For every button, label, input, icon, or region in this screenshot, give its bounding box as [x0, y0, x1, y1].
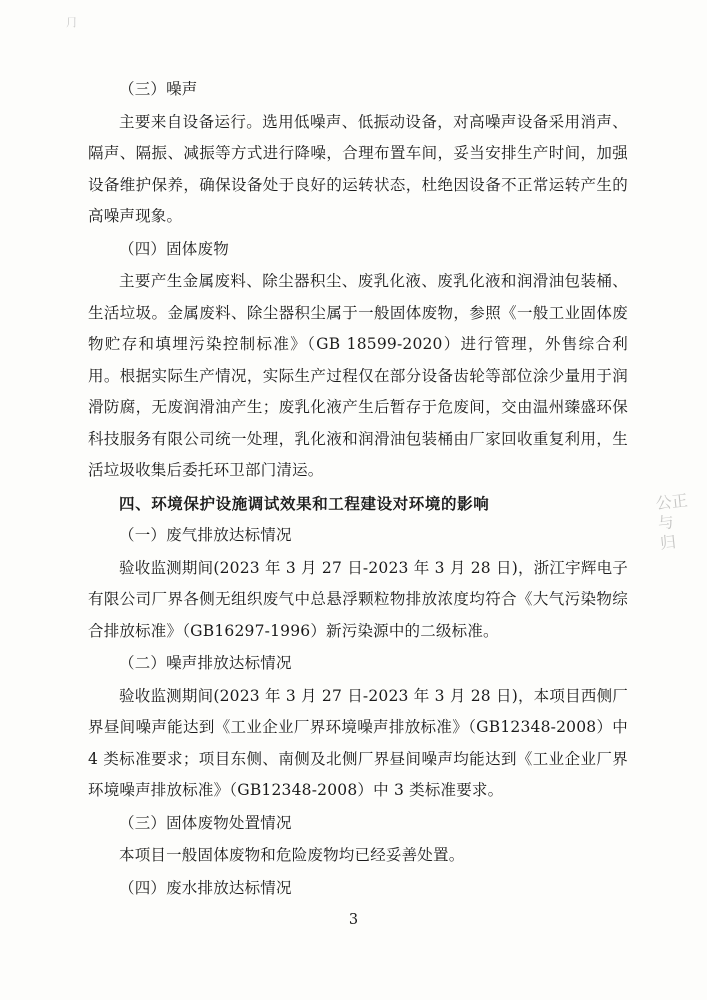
paragraph: 本项目一般固体废物和危险废物均已经妥善处置。 [119, 846, 465, 864]
subsection-heading: （三）噪声 [119, 80, 198, 98]
subsection-heading: （二）噪声排放达标情况 [119, 654, 292, 672]
paragraph: 验收监测期间(2023 年 3 月 27 日-2023 年 3 月 28 日)，本项目西侧厂界昼间噪声能达到《工业企业厂界环境噪声排放标准》（GB12348-2008）中 4 类标准要求；项目东侧、南侧及北侧厂界昼间噪声均能达到《工业企业厂界环境噪声排放标准》（GB12348-2008）中 3 类标准要求。 [88, 686, 628, 799]
document-body [88, 74, 628, 905]
paragraph: 主要产生金属废料、除尘器积尘、废乳化液、废乳化液和润滑油包装桶、生活垃圾。金属废料、除尘器积尘属于一般固体废物，参照《一般工业固体废物贮存和填埋污染控制标准》（GB 18599-2020）进行管理，外售综合利用。根据实际生产情况，实际生产过程仅在部分设备齿轮等部位涂少量用于润滑防腐，无废润滑油产生；废乳化液产生后暂存于危废间，交由温州臻盛环保科技服务有限公司统一处理，乳化液和润滑油包装桶由厂家回收重复利用，生活垃圾收集后委托环卫部门清运。 [88, 272, 628, 479]
paragraph: 验收监测期间(2023 年 3 月 27 日-2023 年 3 月 28 日)，浙江宇辉电子有限公司厂界各侧无组织废气中总悬浮颗粒物排放浓度均符合《大气污染物综合排放标准》（GB16297-1996）新污染源中的二级标准。 [88, 558, 628, 640]
scan-artifact-right-icon: 公正 与 归 [654, 490, 689, 553]
subsection-heading: （四）固体废物 [119, 239, 229, 258]
scan-artifact-top-icon: ⺆ [66, 16, 77, 29]
subsection-heading: （一）废气排放达标情况 [119, 526, 292, 544]
paragraph: 主要来自设备运行。选用低噪声、低振动设备，对高噪声设备采用消声、隔声、隔振、减振等方式进行降噪，合理布置车间，妥当安排生产时间，加强设备维护保养，确保设备处于良好的运转状态，杜绝因设备不正常运转产生的高噪声现象。 [88, 112, 628, 225]
page-number: 3 [348, 912, 359, 928]
subsection-heading: （四）废水排放达标情况 [119, 878, 292, 897]
subsection-heading: （三）固体废物处置情况 [119, 813, 292, 832]
section-heading: 四、环境保护设施调试效果和工程建设对环境的影响 [119, 493, 490, 513]
